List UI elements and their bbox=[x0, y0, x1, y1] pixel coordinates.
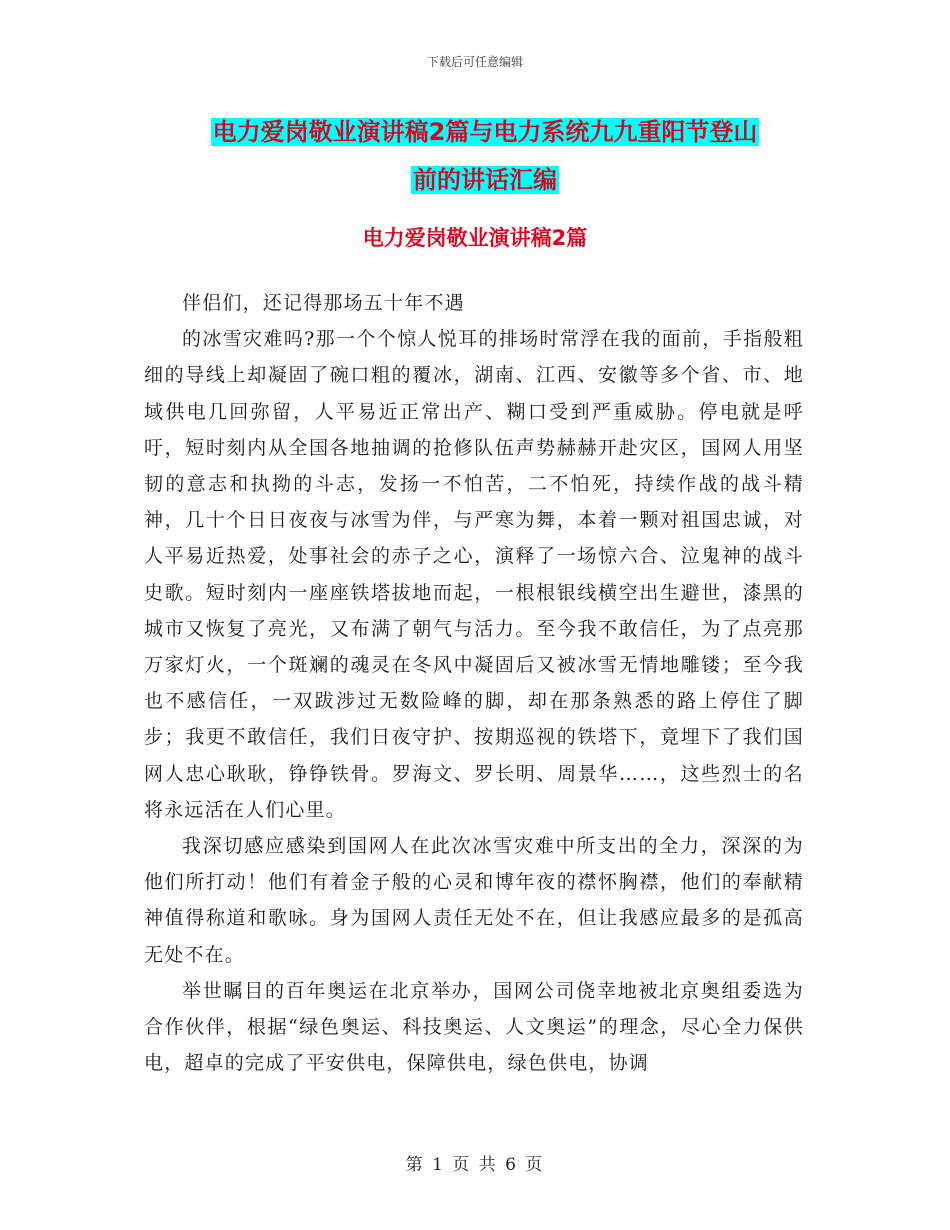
document-title bbox=[140, 108, 830, 204]
document-title-line-1: 电力爱岗敬业演讲稿2篇与电力系统九九重阳节登山 bbox=[212, 118, 758, 146]
paragraph: 我深切感应感染到国网人在此次冰雪灾难中所支出的全力，深深的为他们所打动！他们有着金子般的心灵和博年夜的襟怀胸襟，他们的奉献精神值得称道和歌咏。身为国网人责任无处不在，但让我感应最多的是孤高无处不在。 bbox=[144, 835, 804, 966]
document-title-line-2: 前的讲话汇编 bbox=[413, 166, 557, 194]
paragraph: 的冰雪灾难吗?那一个个惊人悦耳的排场时常浮在我的面前，手指般粗细的导线上却凝固了碗口粗的覆冰，湖南、江西、安徽等多个省、市、地域供电几回弥留，人平易近正常出产、糊口受到严重威胁。停电就是呼吁，短时刻内从全国各地抽调的抢修队伍声势赫赫开赴灾区，国网人用坚韧的意志和执拗的斗志，发扬一不怕苦，二不怕死，持续作战的战斗精神，几十个日日夜夜与冰雪为伴，与严寒为舞，本着一颗对祖国忠诚，对人平易近热爱，处事社会的赤子之心，演释了一场惊六合、泣鬼神的战斗史歌。短时刻内一座座铁塔拔地而起，一根根银线横空出生避世，漆黑的城市又恢复了亮光，又布满了朝气与活力。至今我不敢信任，为了点亮那万家灯火，一个斑斓的魂灵在冬风中凝固后又被冰雪无情地雕镂；至今我也不感信任，一双跋涉过无数险峰的脚，却在那条熟悉的路上停住了脚步；我更不敢信任，我们日夜守护、按期巡视的铁塔下，竟埋下了我们国网人忠心耿耿，铮铮铁骨。罗海文、罗长明、周景华……，这些烈士的名将永远活在人们心里。 bbox=[144, 328, 804, 821]
header-note: 下载后可任意编辑 bbox=[426, 55, 523, 69]
paragraph: 伴侣们，还记得那场五十年不遇 bbox=[182, 292, 465, 314]
page-number: 第 1 页 共 6 页 bbox=[405, 1155, 545, 1175]
body-text bbox=[144, 285, 804, 1081]
section-title: 电力爱岗敬业演讲稿2篇 bbox=[362, 226, 588, 250]
paragraph: 举世瞩目的百年奥运在北京举办，国网公司侥幸地被北京奥组委选为合作伙伴，根据“绿色奥运、科技奥运、人文奥运”的理念，尽心全力保供电，超卓的完成了平安供电，保障供电，绿色供电，协调 bbox=[144, 979, 804, 1075]
